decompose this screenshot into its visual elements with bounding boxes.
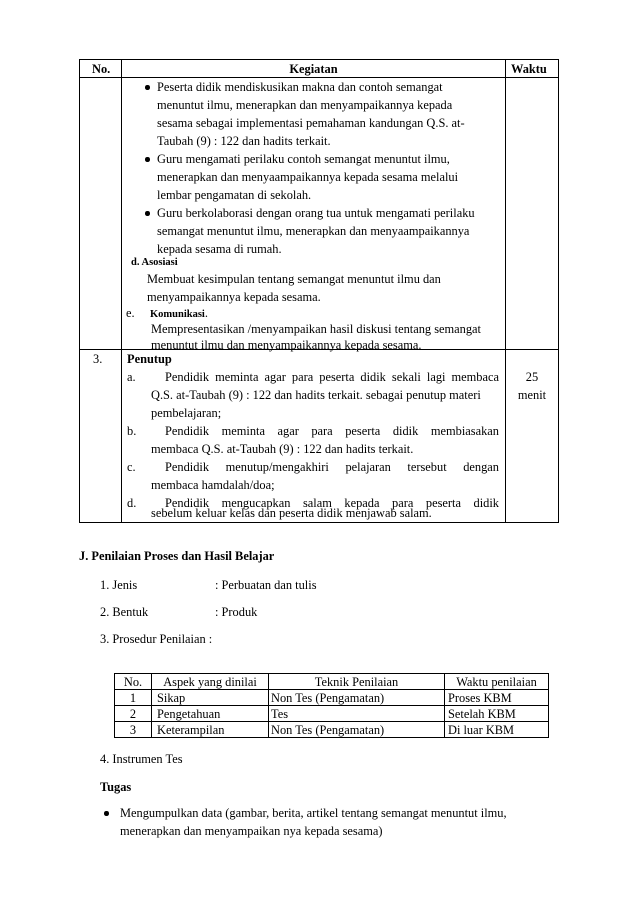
item-letter: a. xyxy=(127,370,136,384)
section-heading: J. Penilaian Proses dan Hasil Belajar xyxy=(79,549,275,563)
atable-line xyxy=(114,689,549,690)
asosiasi-line: Membuat kesimpulan tentang semangat menuntut ilmu dan xyxy=(147,272,441,286)
bullet-dot xyxy=(145,85,150,90)
table-border-right xyxy=(558,59,559,523)
bullet-line: menerapkan dan menyaampaikannya kepada sesama melalui xyxy=(157,170,459,184)
atable-line xyxy=(114,705,549,706)
tugas-line: menerapkan dan menyampaikan nya kepada sesama) xyxy=(120,824,383,838)
bullet-line: kepada sesama di rumah. xyxy=(157,242,282,256)
item-line: sebelum keluar kelas dan peserta didik menjawab salam. xyxy=(151,506,432,520)
komunikasi-line: menuntut ilmu dan menyampaikannya kepada sesama. xyxy=(151,338,422,352)
komunikasi-dot: . xyxy=(204,306,208,320)
asosiasi-label: d. Asosiasi xyxy=(131,257,178,268)
jenis-label: 1. Jenis xyxy=(100,578,138,592)
bullet-dot xyxy=(104,811,109,816)
bullet-line: Peserta didik mendiskusikan makna dan contoh semangat xyxy=(157,80,443,94)
item-line: Pendidik mengucapkan salam kepada para peserta didik xyxy=(165,496,499,510)
prosedur-label: 3. Prosedur Penilaian : xyxy=(100,632,213,646)
atable-header: Aspek yang dinilai xyxy=(163,675,257,689)
atable-header: Teknik Penilaian xyxy=(314,675,399,689)
atable-line xyxy=(114,721,549,722)
komunikasi-label: Komunikasi xyxy=(150,309,205,320)
item-line: membaca Q.S. at-Taubah (9) : 122 dan hadits terkait. xyxy=(151,442,414,456)
atable-cell: Setelah KBM xyxy=(448,707,516,721)
tugas-heading: Tugas xyxy=(100,780,132,794)
penutup-title: Penutup xyxy=(127,352,172,366)
bullet-line: Guru mengamati perilaku contoh semangat menuntut ilmu, xyxy=(157,152,450,166)
item-line: Pendidik menutup/mengakhiri pelajaran tersebut dengan xyxy=(165,460,499,474)
bentuk-label: 2. Bentuk xyxy=(100,605,149,619)
bullet-line: Taubah (9) : 122 dan hadits terkait. xyxy=(157,134,331,148)
atable-cell: Tes xyxy=(271,707,289,721)
item-line: Pendidik meminta agar para peserta didik membiasakan xyxy=(165,424,499,438)
col-divider-1 xyxy=(121,59,122,523)
col-divider-2 xyxy=(505,59,506,523)
atable-header: No. xyxy=(123,675,143,689)
item-line: pembelajaran; xyxy=(151,406,222,420)
atable-cell: Sikap xyxy=(157,691,186,705)
atable-cell: Pengetahuan xyxy=(157,707,221,721)
bentuk-value: : Produk xyxy=(215,605,258,619)
header-waktu: Waktu xyxy=(511,62,547,76)
komunikasi-label-wrap xyxy=(150,306,208,322)
atable-line xyxy=(114,673,549,674)
penutup-no: 3. xyxy=(93,352,103,366)
bullet-line: sesama sebagai implementasi pemahaman kandungan Q.S. at- xyxy=(157,116,465,130)
header-kegiatan: Kegiatan xyxy=(289,62,338,76)
bullet-dot xyxy=(145,157,150,162)
atable-line xyxy=(114,737,549,738)
instrumen-label: 4. Instrumen Tes xyxy=(100,752,183,766)
item-line: membaca hamdalah/doa; xyxy=(151,478,275,492)
penutup-waktu-num: 25 xyxy=(525,370,539,384)
header-no: No. xyxy=(92,62,111,76)
atable-cell: 3 xyxy=(129,723,137,737)
bullet-dot xyxy=(145,211,150,216)
item-line: Pendidik meminta agar para peserta didik sekali lagi membaca xyxy=(165,370,499,384)
atable-cell: 2 xyxy=(129,707,137,721)
table-border-top xyxy=(79,59,559,60)
komunikasi-line: Mempresentasikan /menyampaikan hasil diskusi tentang semangat xyxy=(151,322,481,336)
atable-cell: Non Tes (Pengamatan) xyxy=(271,723,385,737)
asosiasi-line: menyampaikannya kepada sesama. xyxy=(147,290,321,304)
jenis-value: : Perbuatan dan tulis xyxy=(215,578,317,592)
atable-line xyxy=(548,673,549,738)
penutup-waktu-unit: menit xyxy=(517,388,547,402)
atable-cell: Keterampilan xyxy=(157,723,225,737)
atable-cell: Non Tes (Pengamatan) xyxy=(271,691,385,705)
item-letter: b. xyxy=(127,424,137,438)
atable-cell: Proses KBM xyxy=(448,691,512,705)
atable-header: Waktu penilaian xyxy=(456,675,537,689)
tugas-line: Mengumpulkan data (gambar, berita, artikel tentang semangat menuntut ilmu, xyxy=(120,806,507,820)
bullet-line: lembar pengamatan di sekolah. xyxy=(157,188,312,202)
atable-cell: Di luar KBM xyxy=(448,723,515,737)
table-border-bottom xyxy=(79,522,559,523)
bullet-line: menuntut ilmu, menerapkan dan menyampaikannya kepada xyxy=(157,98,453,112)
table-border-left xyxy=(79,59,80,523)
item-line: Q.S. at-Taubah (9) : 122 dan hadits terkait. sebagai penutup materi xyxy=(151,388,481,402)
atable-cell: 1 xyxy=(129,691,137,705)
bullet-line: semangat menuntut ilmu, menerapkan dan menyaampaikannya xyxy=(157,224,470,238)
komunikasi-letter: e. xyxy=(126,306,135,320)
item-letter: d. xyxy=(127,496,137,510)
item-letter: c. xyxy=(127,460,136,474)
bullet-line: Guru berkolaborasi dengan orang tua untuk mengamati perilaku xyxy=(157,206,475,220)
header-bottom-line xyxy=(79,77,559,78)
